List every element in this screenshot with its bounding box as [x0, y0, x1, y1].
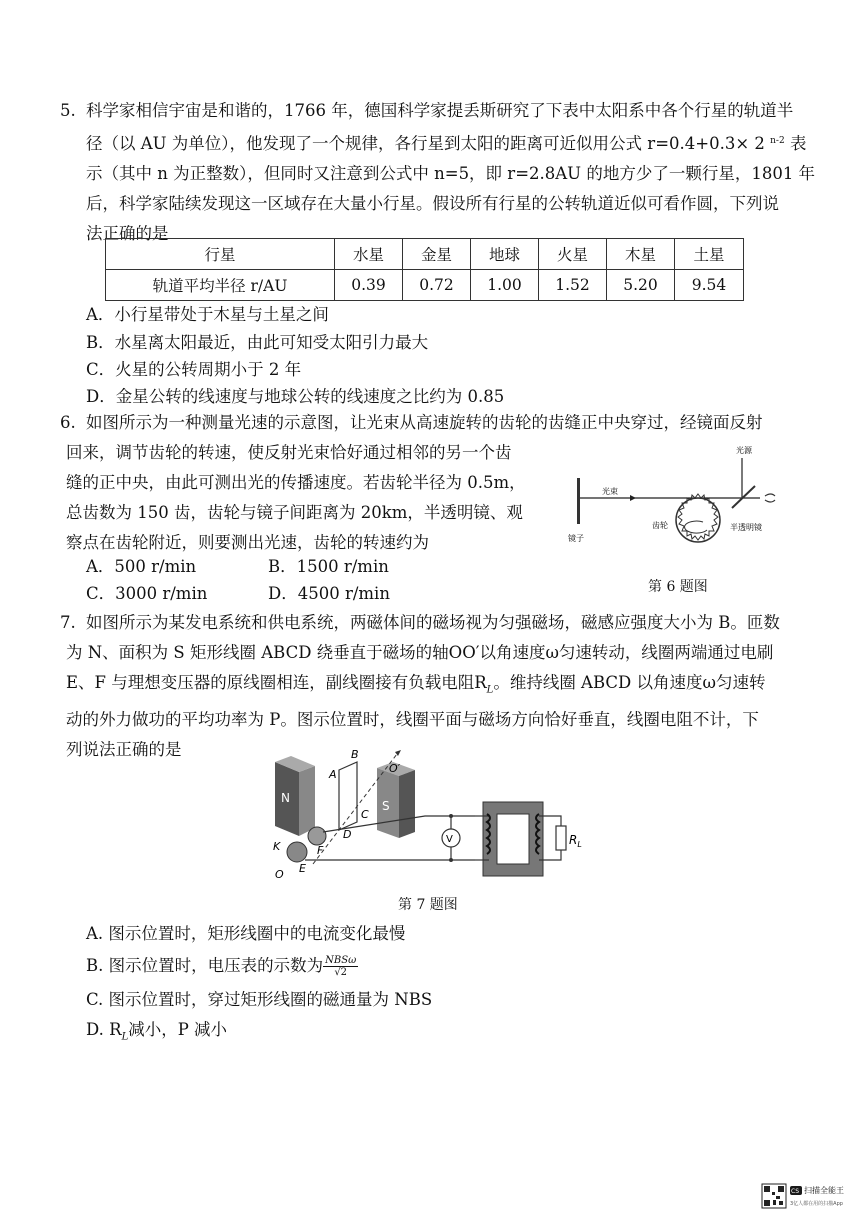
- label-c: C: [361, 808, 369, 821]
- q7-option-b: B. 图示位置时，电压表的示数为 $\frac{\text{NBSω}}{√2}$: [86, 955, 357, 978]
- table-cell: 1.52: [539, 270, 607, 301]
- q6-option-a: A．500 r/min: [86, 557, 197, 576]
- q5-option-d: D．金星公转的线速度与地球公转的线速度之比约为 0.85: [86, 387, 505, 406]
- question-number: 7.: [60, 613, 76, 632]
- north-magnet: [275, 756, 315, 836]
- figure-6-caption: 第 6 题图: [648, 579, 708, 595]
- q7-line-4: 动的外力做功的平均功率为 P。图示位置时，线圈平面与磁场方向恰好垂直，线圈电阻不计，下: [66, 710, 759, 730]
- junction-dot: [449, 858, 453, 862]
- south-pole-label: S: [382, 799, 390, 813]
- svg-text:CS: CS: [791, 1188, 799, 1195]
- table-cell: 行星: [106, 239, 335, 270]
- mirror-shape: [577, 478, 580, 524]
- table-header-row: [106, 239, 744, 270]
- scanner-watermark: [760, 1180, 852, 1216]
- junction-dot: [449, 814, 453, 818]
- label-e: E: [299, 862, 306, 875]
- table-cell: 木星: [607, 239, 675, 270]
- coil-abcd: [339, 762, 357, 830]
- q6-line-1: 如图所示为一种测量光速的示意图，让光束从高速旋转的齿轮的齿缝正中央穿过，经镜面反射: [86, 413, 763, 432]
- q5-line-3: 示（其中 n 为正整数），但同时又注意到公式中 n=5，即 r=2.8AU 的地方少了一颗行星，1801 年: [86, 164, 816, 183]
- table-cell: 地球: [471, 239, 539, 270]
- label-o-prime: O′: [389, 762, 401, 775]
- q5-line-4: 后，科学家陆续发现这一区域存在大量小行星。假设所有行星的公转轨道近似可看作圆，下列说: [86, 194, 779, 213]
- table-cell: 5.20: [607, 270, 675, 301]
- q7-option-a: A. 图示位置时，矩形线圈中的电流变化最慢: [86, 924, 406, 943]
- q6-option-b: B．1500 r/min: [268, 557, 389, 576]
- q6-option-d: D．4500 r/min: [268, 584, 390, 603]
- label-b: B: [351, 748, 359, 761]
- table-cell: 金星: [403, 239, 471, 270]
- table-row: [106, 270, 744, 301]
- rotation-arrow-icon: [685, 521, 707, 533]
- label-k: K: [273, 840, 281, 853]
- stamp-title: 扫描全能王: [804, 1186, 844, 1195]
- table-cell: 9.54: [675, 270, 744, 301]
- q6-line-2: 回来，调节齿轮的转速，使反射光束恰好通过相邻的另一个齿: [66, 443, 512, 462]
- transformer: [475, 802, 543, 876]
- q7-line-1: 如图所示为某发电系统和供电系统，两磁体间的磁场视为匀强磁场，磁感应强度大小为 B。匝数: [86, 613, 780, 632]
- light-source-label: 光源: [736, 446, 752, 455]
- table-cell: 轨道平均半径 r/AU: [106, 270, 335, 301]
- q7-option-d: D. $R_L$减小，P 减小: [86, 1020, 228, 1043]
- figure-6-diagram: [560, 438, 800, 568]
- question-number: 5.: [60, 101, 76, 120]
- q5-line-2: 径（以 AU 为单位），他发现了一个规律，各行星到太阳的距离可近似用公式 r=0.4+0.3× 2 $^{n-2}$ 表: [86, 134, 807, 153]
- q6-line-4: 总齿数为 150 齿，齿轮与镜子间距离为 20km，半透明镜、观: [66, 503, 523, 522]
- slip-ring-f: [308, 827, 326, 845]
- q6-option-c: C．3000 r/min: [86, 584, 208, 603]
- fraction: $\frac{\text{NBSω}}{√2}$: [325, 955, 357, 978]
- table-cell: 0.72: [403, 270, 471, 301]
- gear-label: 齿轮: [652, 521, 668, 530]
- question-5: [60, 96, 816, 249]
- stamp-subtitle: 3亿人都在用的扫描App: [790, 1201, 843, 1207]
- q7-line-3: E、F 与理想变压器的原线圈相连，副线圈接有负载电阻$R_L$。维持线圈 ABCD 以角速度ω匀速转: [66, 673, 766, 696]
- resistor-rl-icon: [556, 826, 566, 850]
- beam-label: 光束: [602, 487, 618, 496]
- figure-7-diagram: [265, 748, 585, 883]
- table-cell: 火星: [539, 239, 607, 270]
- q7-line-2: 为 N、面积为 S 矩形线圈 ABCD 绕垂直于磁场的轴OO′以角速度ω匀速转动，线圈两端通过电刷: [66, 643, 774, 662]
- q5-option-b: B．水星离太阳最近，由此可知受太阳引力最大: [86, 333, 429, 352]
- q5-option-a: A．小行星带处于木星与土星之间: [86, 305, 329, 324]
- table-cell: 水星: [335, 239, 403, 270]
- q5-option-c: C．火星的公转周期小于 2 年: [86, 360, 302, 379]
- figure-7-caption: 第 7 题图: [398, 897, 458, 913]
- label-o: O: [275, 868, 284, 881]
- label-f: F: [317, 844, 324, 857]
- label-rl: $R_L$: [569, 833, 582, 849]
- q5-line-1: 科学家相信宇宙是和谐的，1766 年，德国科学家提丢斯研究了下表中太阳系中各个行星的轨道半: [86, 101, 794, 120]
- question-number: 6.: [60, 413, 76, 432]
- planet-table: [105, 238, 744, 301]
- half-mirror-label: 半透明镜: [730, 523, 762, 532]
- label-a: A: [329, 768, 337, 781]
- question-7: [60, 608, 806, 765]
- table-cell: 土星: [675, 239, 744, 270]
- beam-arrow-icon: [630, 495, 636, 501]
- table-cell: 0.39: [335, 270, 403, 301]
- q7-option-c: C. 图示位置时，穿过矩形线圈的磁通量为 NBS: [86, 990, 433, 1009]
- q6-line-3: 缝的正中央，由此可测出光的传播速度。若齿轮半径为 0.5m，: [66, 473, 526, 492]
- eye-icon: [765, 494, 775, 502]
- gear-icon: [676, 494, 720, 542]
- slip-ring-e: [287, 842, 307, 862]
- voltmeter-label: V: [446, 834, 453, 845]
- q6-line-5: 察点在齿轮附近，则要测出光速，齿轮的转速约为: [66, 533, 429, 552]
- q7-line-5: 列说法正确的是: [66, 740, 182, 760]
- q5-line-5: 法正确的是: [86, 224, 169, 243]
- table-cell: 1.00: [471, 270, 539, 301]
- north-pole-label: N: [281, 791, 290, 805]
- label-d: D: [343, 828, 352, 841]
- mirror-label: 镜子: [568, 534, 584, 543]
- half-mirror-shape: [732, 486, 755, 508]
